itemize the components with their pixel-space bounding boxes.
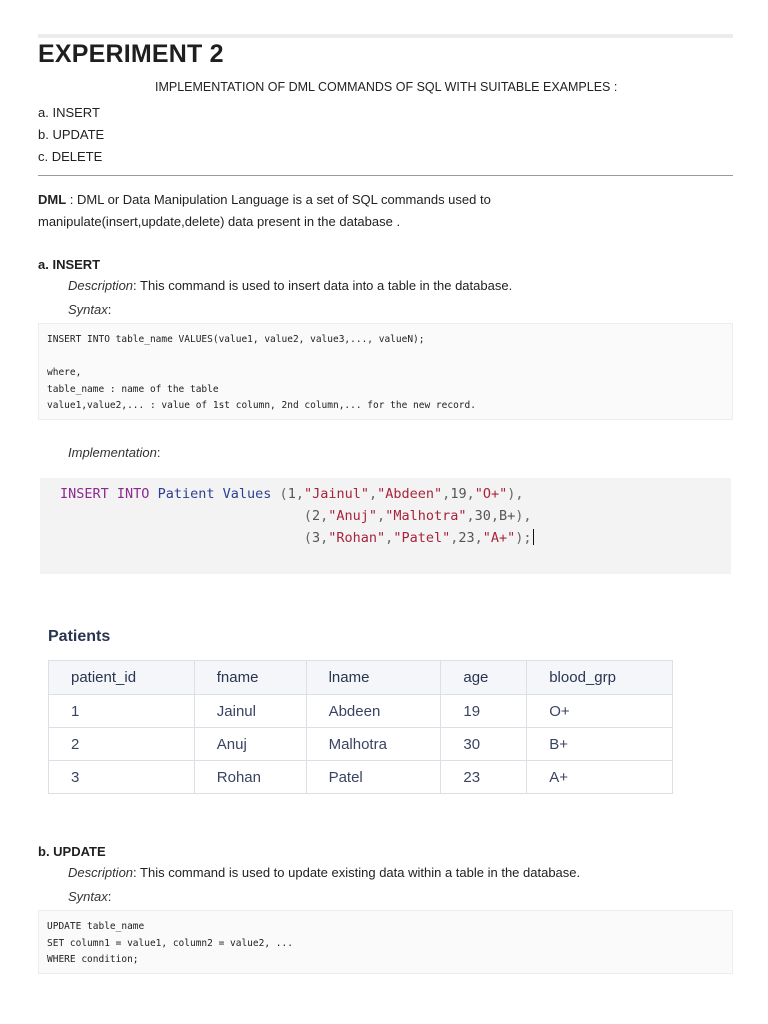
description-label: Description <box>68 278 134 293</box>
table-cell: 1 <box>49 695 195 728</box>
table-cell: 23 <box>441 761 527 794</box>
table-row <box>49 761 673 794</box>
column-header: lname <box>306 661 441 695</box>
update-heading: b. UPDATE <box>38 844 106 859</box>
table-header-row <box>49 661 673 695</box>
dml-definition <box>38 189 598 233</box>
page-title: EXPERIMENT 2 <box>38 40 224 68</box>
patients-table-title: Patients <box>48 628 111 645</box>
insert-sql-code: INSERT INTO Patient Values (1,"Jainul","Abdeen",19,"O+"), (2,"Anuj","Malhotra",30,B+), (3,"Rohan","Patel",23,"A+"); <box>40 478 731 574</box>
table-cell: O+ <box>527 695 673 728</box>
patients-table <box>48 660 673 794</box>
table-cell: A+ <box>527 761 673 794</box>
table-cell: Anuj <box>194 728 306 761</box>
list-item: c. DELETE <box>38 149 103 164</box>
table-cell: Patel <box>306 761 441 794</box>
table-row <box>49 728 673 761</box>
table-cell: Abdeen <box>306 695 441 728</box>
insert-syntax-code: INSERT INTO table_name VALUES(value1, value2, value3,..., valueN); where, table_name : name of the table value1,value2,... : value of 1st column, 2nd column,... for the new record. <box>38 323 733 420</box>
description-label: Description <box>68 865 134 880</box>
table-cell: Rohan <box>194 761 306 794</box>
insert-description <box>68 278 512 293</box>
update-syntax-label: Syntax: <box>68 889 112 904</box>
update-syntax-code: UPDATE table_name SET column1 = value1, column2 = value2, ... WHERE condition; <box>38 910 733 974</box>
implementation-label: Implementation: <box>68 445 161 460</box>
dml-term: DML <box>38 192 67 207</box>
list-item: b. UPDATE <box>38 127 105 142</box>
column-header: age <box>441 661 527 695</box>
top-divider <box>38 34 733 38</box>
command-list <box>38 102 104 168</box>
syntax-label: Syntax <box>68 889 108 904</box>
list-item: a. INSERT <box>38 105 100 120</box>
insert-syntax-label: Syntax: <box>68 302 112 317</box>
table-cell: Malhotra <box>306 728 441 761</box>
description-text: : This command is used to insert data into a table in the database. <box>133 278 513 293</box>
table-cell: 19 <box>441 695 527 728</box>
table-cell: 30 <box>441 728 527 761</box>
section-divider <box>38 175 733 176</box>
insert-heading: a. INSERT <box>38 257 101 272</box>
table-cell: 3 <box>49 761 195 794</box>
table-row <box>49 695 673 728</box>
syntax-label: Syntax <box>68 302 108 317</box>
description-text: : This command is used to update existing data within a table in the database. <box>133 865 581 880</box>
table-cell: 2 <box>49 728 195 761</box>
column-header: fname <box>194 661 306 695</box>
update-description <box>68 865 580 880</box>
column-header: patient_id <box>49 661 195 695</box>
experiment-subtitle: IMPLEMENTATION OF DML COMMANDS OF SQL WITH SUITABLE EXAMPLES : <box>155 80 618 94</box>
column-header: blood_grp <box>527 661 673 695</box>
dml-text: : DML or Data Manipulation Language is a set of SQL commands used to manipulate(insert,update,delete) data present in the database . <box>38 192 491 229</box>
text-cursor <box>533 529 534 545</box>
table-cell: B+ <box>527 728 673 761</box>
table-cell: Jainul <box>194 695 306 728</box>
